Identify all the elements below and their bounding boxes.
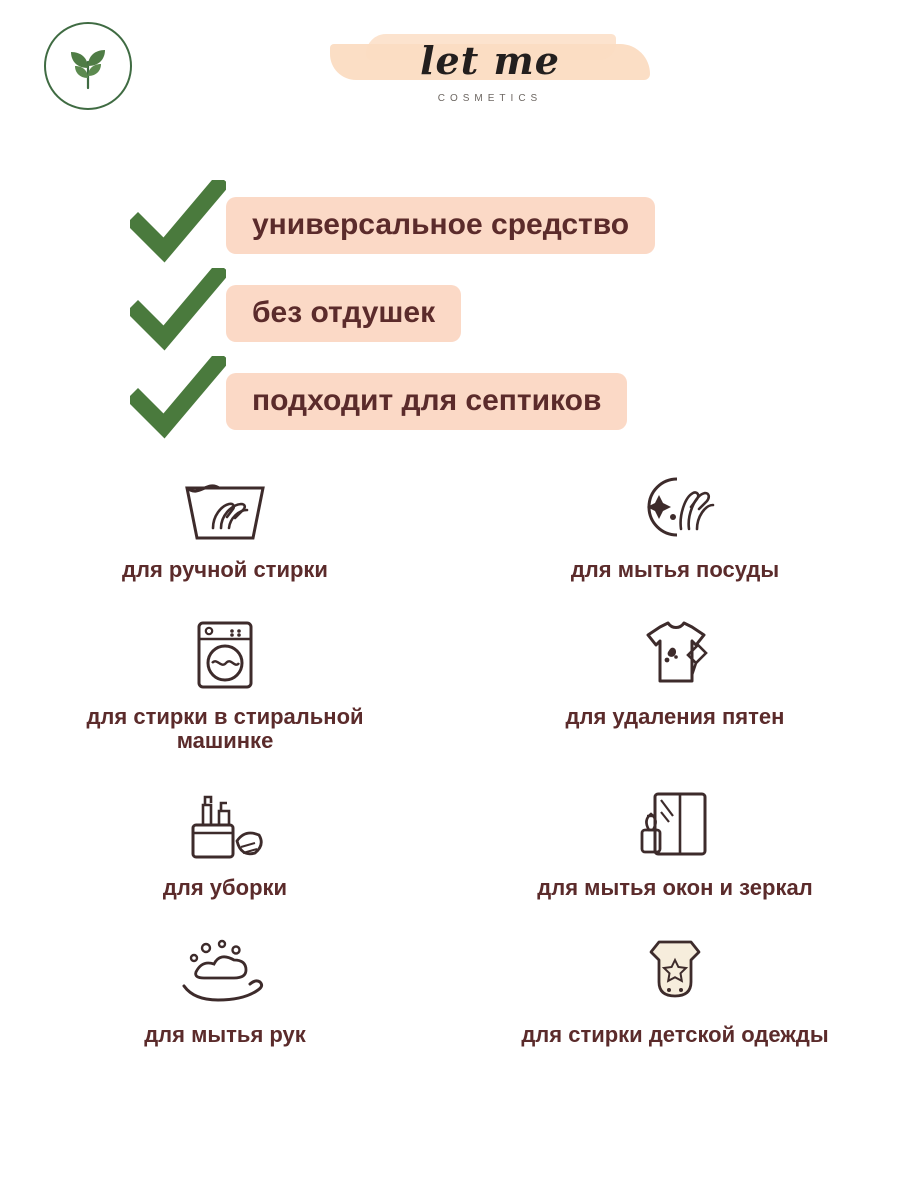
brand-name: let me [420, 38, 560, 83]
use-item-label: для мытья посуды [570, 557, 780, 582]
uses-grid [0, 468, 900, 1047]
washing-machine-icon [185, 615, 265, 695]
hand-soap-icon [170, 933, 280, 1013]
benefit-row [130, 192, 900, 258]
cleaning-supplies-icon [177, 786, 273, 866]
benefit-label: универсальное средство [226, 197, 655, 254]
use-item-baby-clothes [450, 919, 900, 1048]
benefit-row [130, 368, 900, 434]
use-item-washing-machine [0, 601, 450, 754]
benefit-label: подходит для септиков [226, 373, 627, 430]
use-item-cleaning [0, 772, 450, 901]
use-item-window-cleaning [450, 772, 900, 901]
dish-wash-icon [629, 468, 721, 548]
benefit-label: без отдушек [226, 285, 461, 342]
use-item-label: для стирки детской одежды [521, 1021, 829, 1047]
use-item-stain-remover [450, 601, 900, 754]
window-cleaning-icon [633, 786, 717, 866]
use-item-label: для стирки в стиральной машинке [86, 703, 364, 754]
use-item-label: для мытья рук [144, 1021, 306, 1047]
use-item-label: для уборки [162, 874, 288, 900]
use-item-hand-wash [0, 468, 450, 583]
benefits-list [0, 192, 900, 434]
header [0, 0, 900, 130]
check-icon [130, 180, 226, 266]
stain-remover-icon [632, 615, 718, 695]
use-item-dish-wash [450, 468, 900, 583]
benefit-row [130, 280, 900, 346]
baby-clothes-icon [637, 933, 713, 1013]
check-icon [130, 268, 226, 354]
brand-logo [320, 22, 660, 114]
leaf-in-circle-icon [44, 22, 132, 110]
use-item-hand-soap [0, 919, 450, 1048]
use-item-label: для ручной стирки [122, 557, 328, 582]
use-item-label: для удаления пятен [565, 703, 785, 729]
hand-wash-icon [173, 468, 277, 548]
brand-subtitle: COSMETICS [437, 93, 543, 104]
use-item-label: для мытья окон и зеркал [537, 874, 813, 900]
check-icon [130, 356, 226, 442]
